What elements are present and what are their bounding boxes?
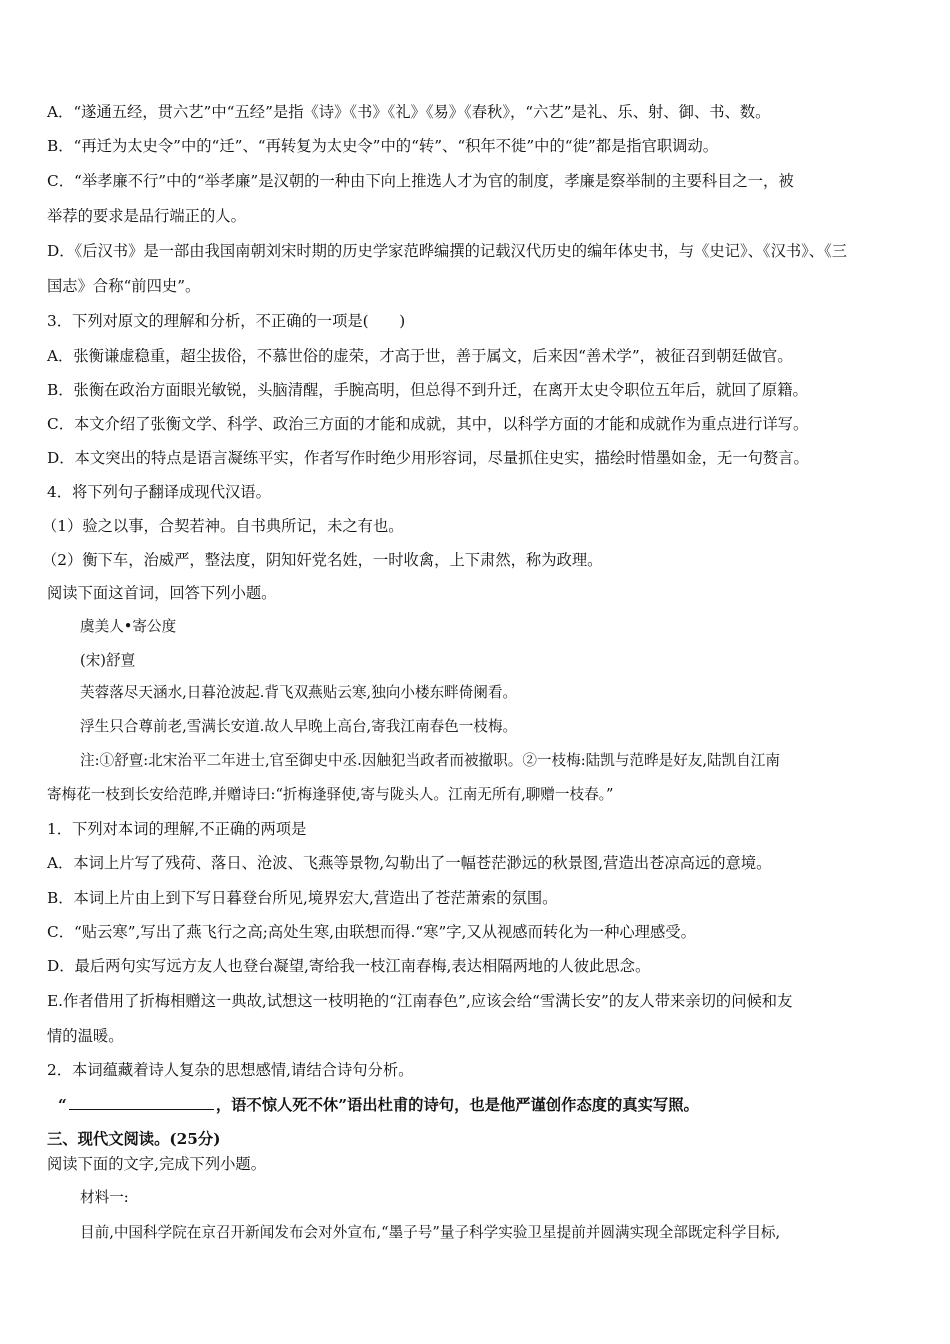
fill-blank-question (58, 1095, 699, 1115)
poem-intro: 阅读下面这首词，回答下列小题。 (47, 584, 277, 602)
poem-q2-stem: 2．本词蕴藏着诗人复杂的思想感情,请结合诗句分析。 (47, 1061, 414, 1079)
poem-line-1: 芙蓉落尽天涵水,日暮沧波起.背飞双燕贴云寒,独向小楼东畔倚阑看。 (80, 684, 518, 701)
poem-q1-option-e: E.作者借用了折梅相赠这一典故,试想这一枝明艳的“江南春色”,应该会给“雪满长安”的友人带来亲切的问候和友 (47, 992, 793, 1010)
q2-option-c-cont: 举荐的要求是品行端正的人。 (47, 207, 246, 225)
fill-blank-text: ，语不惊人死不休”语出杜甫的诗句，也是他严谨创作态度的真实写照。 (215, 1096, 699, 1114)
poem-line-2: 浮生只合尊前老,雪满长安道.故人早晚上高台,寄我江南春色一枝梅。 (80, 718, 518, 735)
q3-option-b: B．张衡在政治方面眼光敏锐，头脑清醒，手腕高明，但总得不到升迁，在离开太史令职位五年后，就回了原籍。 (47, 381, 808, 399)
q2-option-d-cont: 国志》合称“前四史”。 (47, 277, 201, 295)
poem-q1-option-c: C．“贴云寒”,写出了燕飞行之高;高处生寒,由联想而得.“寒”字,又从视感而转化为一种心理感受。 (47, 923, 696, 941)
poem-title: 虞美人•寄公度 (80, 618, 177, 635)
poem-q1-stem: 1．下列对本词的理解,不正确的两项是 (47, 820, 307, 838)
section-intro: 阅读下面的文字,完成下列小题。 (47, 1155, 267, 1173)
material-text: 目前,中国科学院在京召开新闻发布会对外宣布,“墨子号”量子科学实验卫星提前并圆满实现全部既定科学目标, (80, 1224, 781, 1241)
poem-q1-option-d: D．最后两句实写远方友人也登台凝望,寄给我一枝江南春梅,表达相隔两地的人彼此思念。 (47, 957, 651, 975)
poem-author: (宋)舒亶 (80, 652, 136, 669)
q4-stem: 4．将下列句子翻译成现代汉语。 (47, 483, 271, 501)
q2-option-a: A．“遂通五经，贯六艺”中“五经”是指《诗》《书》《礼》《易》《春秋》，“六艺”是礼、乐、射、御、书、数。 (47, 103, 771, 121)
poem-note-cont: 寄梅花一枝到长安给范晔,并赠诗曰:“折梅逢驿使,寄与陇头人。江南无所有,聊赠一枝春。” (47, 786, 614, 803)
poem-note: 注:①舒亶:北宋治平二年进士,官至御史中丞.因触犯当政者而被撤职。②一枝梅:陆凯与范晔是好友,陆凯自江南 (80, 752, 780, 769)
open-quote: “ (58, 1096, 67, 1114)
poem-q1-option-a: A．本词上片写了残荷、落日、沧波、飞燕等景物,勾勒出了一幅苍茫渺远的秋景图,营造出苍凉高远的意境。 (47, 854, 772, 872)
q3-option-a: A．张衡谦虚稳重，超尘拔俗，不慕世俗的虚荣，才高于世，善于属文，后来因“善术学”，被征召到朝廷做官。 (47, 347, 793, 365)
q2-option-d: D．《后汉书》是一部由我国南朝刘宋时期的历史学家范晔编撰的记载汉代历史的编年体史书，与《史记》、《汉书》、《三 (47, 242, 848, 260)
section-heading: 三、现代文阅读。(25分) (47, 1130, 221, 1148)
answer-blank[interactable] (69, 1095, 214, 1110)
poem-q1-option-e-cont: 情的温暖。 (47, 1027, 124, 1045)
poem-q1-option-b: B．本词上片由上到下写日暮登台所见,境界宏大,营造出了苍茫萧索的氛围。 (47, 889, 558, 907)
material-label: 材料一: (80, 1189, 129, 1206)
q3-option-c: C．本文介绍了张衡文学、科学、政治三方面的才能和成就，其中，以科学方面的才能和成就作为重点进行详写。 (47, 415, 809, 433)
q3-stem: 3．下列对原文的理解和分析，不正确的一项是( ) (47, 312, 406, 330)
q4-sentence-2: （2）衡下车，治威严，整法度，阴知奸党名姓，一时收禽，上下肃然，称为政理。 (42, 551, 603, 569)
q2-option-b: B．“再迁为太史令”中的“迁”、“再转复为太史令”中的“转”、“积年不徙”中的“徙”都是指官职调动。 (47, 137, 719, 155)
q2-option-c: C．“举孝廉不行”中的“举孝廉”是汉朝的一种由下向上推选人才为官的制度，孝廉是察举制的主要科目之一，被 (47, 172, 794, 190)
q4-sentence-1: （1）验之以事，合契若神。自书典所记，未之有也。 (42, 517, 404, 535)
q3-option-d: D．本文突出的特点是语言凝练平实，作者写作时绝少用形容词，尽量抓住史实，描绘时惜墨如金，无一句赘言。 (47, 449, 809, 467)
